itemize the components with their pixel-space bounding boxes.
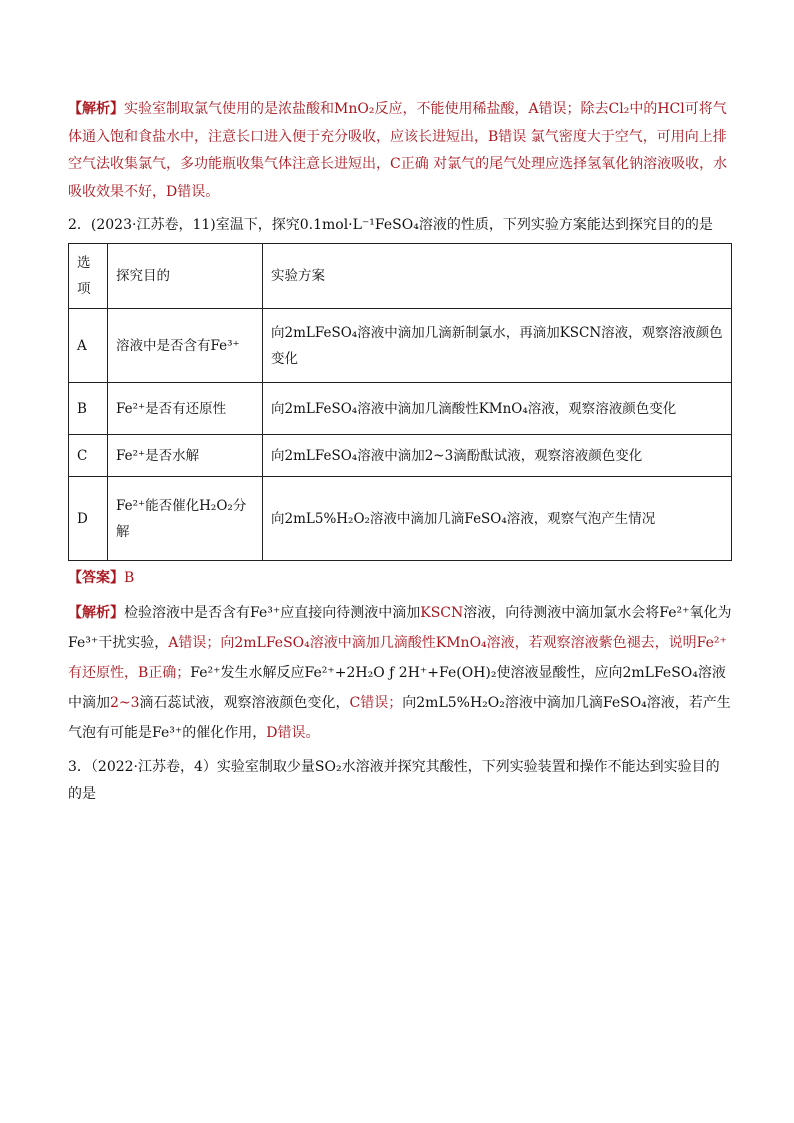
row-option: A bbox=[69, 309, 108, 383]
row-purpose: 溶液中是否含有Fe³⁺ bbox=[108, 309, 263, 383]
analysis-2-part: D错误。 bbox=[266, 725, 320, 741]
answer-tag: 【答案】 bbox=[68, 570, 124, 586]
analysis-2-part: 向2mL5%H₂O₂溶液中滴加几滴FeSO₄溶液，若产生气泡有可能是Fe³⁺的催化作用， bbox=[68, 695, 731, 741]
answer-line bbox=[68, 565, 732, 592]
header-plan: 实验方案 bbox=[263, 244, 732, 309]
analysis-2-part: 检验溶液中是否含有Fe³⁺应直接向待测液中滴加 bbox=[124, 605, 421, 621]
analysis-2-part: KSCN bbox=[420, 605, 464, 621]
answer-value: B bbox=[124, 570, 135, 586]
analysis-2-tag: 【解析】 bbox=[68, 605, 124, 621]
table-row bbox=[69, 309, 732, 383]
table-row bbox=[69, 383, 732, 435]
row-plan: 向2mL5%H₂O₂溶液中滴加几滴FeSO₄溶液，观察气泡产生情况 bbox=[263, 477, 732, 561]
analysis-tag: 【解析】 bbox=[68, 101, 124, 117]
header-option: 选项 bbox=[69, 244, 108, 309]
analysis-2-part: 2~3 bbox=[110, 695, 140, 711]
row-option: B bbox=[69, 383, 108, 435]
analysis-2-part: 溶液，向待测液中滴加氯水会将Fe²⁺氧化为Fe³⁺干扰实验， bbox=[68, 605, 732, 651]
row-purpose: Fe²⁺能否催化H₂O₂分解 bbox=[108, 477, 263, 561]
analysis-2-part: 滴石蕊试液，观察溶液颜色变化， bbox=[139, 695, 350, 711]
analysis-2-part: A错误；向2mLFeSO₄溶液中滴加几滴酸性KMnO₄溶液，若观察溶液紫色褪去，说明Fe²⁺有还原性， bbox=[68, 635, 727, 681]
row-option: D bbox=[69, 477, 108, 561]
experiment-table bbox=[68, 243, 732, 561]
table-row bbox=[69, 435, 732, 477]
analysis-2-part: B正确； bbox=[138, 665, 191, 681]
analysis-1 bbox=[68, 96, 732, 206]
analysis-1-text: 实验室制取氯气使用的是浓盐酸和MnO₂反应，不能使用稀盐酸，A错误；除去Cl₂中的HCl可将气体通入饱和食盐水中，注意长口进入便于充分吸收，应该长进短出，B错误 氯气密度大于空气，可用向上排空气法收集氯气，多功能瓶收集气体注意长进短出，C正确 对氯气的尾气处理应选择氢氧化钠溶液吸收，水吸收效果不好，D错误。 bbox=[68, 101, 728, 200]
row-option: C bbox=[69, 435, 108, 477]
table-header-row bbox=[69, 244, 732, 309]
question-2-stem: 2．(2023·江苏卷，11)室温下，探究0.1mol·L⁻¹FeSO₄溶液的性质，下列实验方案能达到探究目的的是 bbox=[68, 217, 713, 233]
question-3-stem: 3．（2022·江苏卷，4）实验室制取少量SO₂水溶液并探究其酸性，下列实验装置和操作不能达到实验目的的是 bbox=[68, 759, 720, 802]
analysis-2-part: C错误； bbox=[349, 695, 403, 711]
table-row bbox=[69, 477, 732, 561]
row-purpose: Fe²⁺是否有还原性 bbox=[108, 383, 263, 435]
row-plan: 向2mLFeSO₄溶液中滴加2~3滴酚酞试液，观察溶液颜色变化 bbox=[263, 435, 732, 477]
row-purpose: Fe²⁺是否水解 bbox=[108, 435, 263, 477]
analysis-2 bbox=[68, 598, 732, 748]
analysis-2-part: Fe²⁺发生水解反应Fe²⁺+2H₂O ƒ 2H⁺+Fe(OH)₂使溶液显酸性，应向2mLFeSO₄溶液中滴加 bbox=[68, 665, 726, 711]
document-page bbox=[68, 96, 732, 810]
row-plan: 向2mLFeSO₄溶液中滴加几滴酸性KMnO₄溶液，观察溶液颜色变化 bbox=[263, 383, 732, 435]
row-plan: 向2mLFeSO₄溶液中滴加几滴新制氯水，再滴加KSCN溶液，观察溶液颜色变化 bbox=[263, 309, 732, 383]
header-purpose: 探究目的 bbox=[108, 244, 263, 309]
